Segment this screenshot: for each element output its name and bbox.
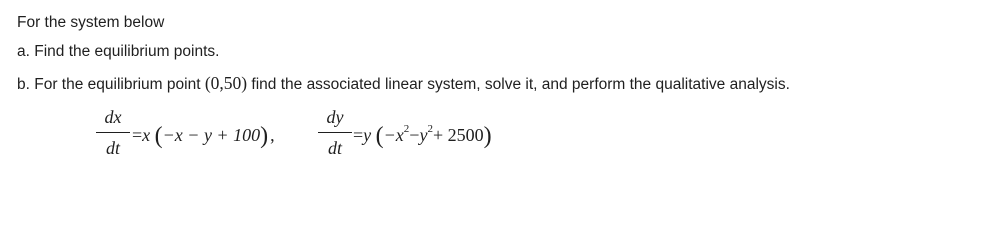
open-paren: ( [154, 123, 163, 149]
fraction-bar [318, 132, 352, 133]
open-paren: ( [375, 123, 384, 149]
close-paren: ) [483, 123, 492, 149]
frac-numerator: dy [326, 107, 344, 127]
intro-text: For the system below [17, 14, 165, 31]
part-a-text: a. Find the equilibrium points. [17, 43, 220, 60]
frac-denominator: dt [327, 138, 342, 158]
part-b-suffix: find the associated linear system, solve it, and perform the qualitative analysis. [247, 76, 790, 93]
frac-denominator: dt [105, 138, 120, 158]
part-b-prefix: b. For the equilibrium point [17, 76, 205, 93]
minus-sign: − [409, 125, 420, 145]
part-b-text [17, 73, 790, 94]
constant-term: + 2500 [432, 125, 484, 145]
eq1-body: −x − y + 100 [162, 125, 261, 145]
term-x: −x [383, 125, 404, 145]
frac-numerator: dx [104, 107, 122, 127]
differential-system [0, 107, 1002, 171]
equals-sign: = [353, 125, 364, 145]
fraction-bar [96, 132, 130, 133]
derivative-dx-dt [96, 107, 130, 159]
exponent: 2 [403, 123, 410, 135]
close-paren: ) [260, 123, 269, 149]
equals-sign: = [132, 125, 143, 145]
equation-separator: , [270, 125, 275, 145]
derivative-dy-dt [318, 107, 352, 159]
lhs-variable: y [363, 125, 372, 145]
lhs-variable: x [142, 125, 151, 145]
equation-2-rhs [353, 123, 492, 150]
term-y: y [419, 125, 428, 145]
equation-1-rhs [132, 123, 295, 150]
exponent: 2 [427, 123, 433, 135]
equilibrium-point: (0,50) [204, 73, 248, 93]
